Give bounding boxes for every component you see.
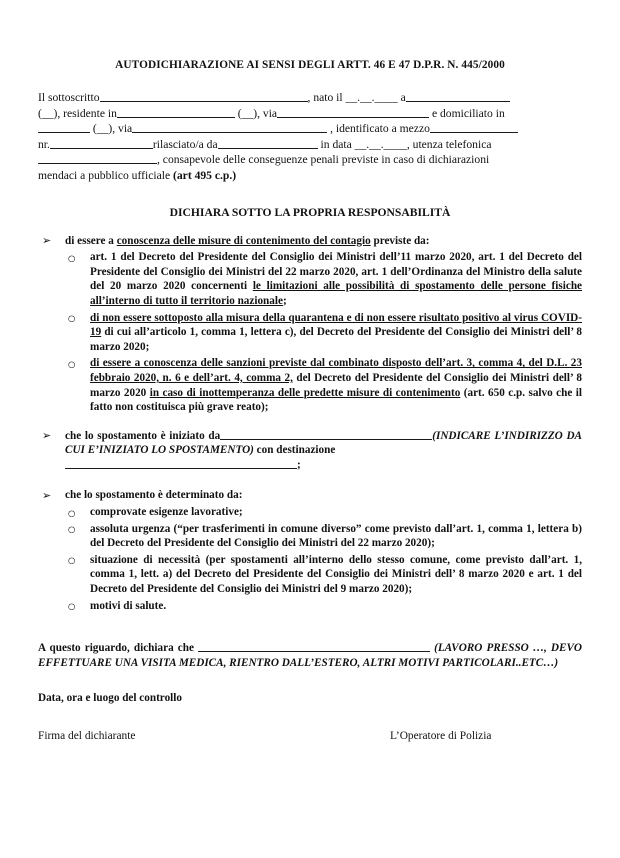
blank-comune-domicilio[interactable]: [38, 123, 90, 134]
item2-semicolon: ;: [297, 458, 301, 471]
signature-row: [38, 730, 582, 742]
sub3-plain-2: del Decreto del Presidente del Consiglio dei Ministri dell’ 8 marzo 2020: [90, 371, 583, 399]
item2-lead: che lo spostamento è iniziato da: [65, 429, 221, 442]
label-provincia-nascita[interactable]: (__), residente in: [38, 106, 117, 120]
label-in-data: in data: [320, 137, 352, 151]
circle-bullet-icon: ○: [68, 601, 76, 612]
item1-sublist: [62, 250, 582, 415]
circle-bullet-icon: ○: [68, 358, 76, 369]
label-rilasciato: rilasciato/a da: [152, 137, 218, 151]
sub-item-decreti: [62, 250, 582, 308]
blank-documento[interactable]: [430, 123, 518, 134]
item3-sublist: [62, 505, 582, 613]
sub-item-quarantena: [62, 311, 582, 355]
blank-residenza[interactable]: [117, 107, 235, 118]
sub-item-label: assoluta urgenza (“per trasferimenti in comune diverso” come previsto dall’art. 1, comma 1, lettera b) del Decreto del Presidente del Consiglio dei Ministri del 22 marzo 2020);: [90, 522, 582, 550]
item1-lead-underlined: conoscenza delle misure di contenimento del contagio: [116, 234, 371, 247]
arrow-bullet-icon: ➢: [42, 488, 52, 502]
sub3-plain-3: (art. 650 c.p. salvo che il fatto non costituisca più grave reato);: [90, 386, 582, 414]
sub1-underlined-1: le limitazioni alle possibilità di spostamento delle persone fisiche all’interno di tutto il territorio nazionale: [90, 280, 583, 307]
signature-label-operatore: L’Operatore di Polizia: [390, 729, 492, 742]
sub-item-label: comprovate esigenze lavorative;: [90, 506, 243, 519]
blank-via-residenza[interactable]: [277, 107, 429, 118]
circle-bullet-icon: ○: [68, 524, 76, 535]
item2-paren-italic: (INDICARE L’INDIRIZZO DA CUI E’INIZIATO LO SPOSTAMENTO): [65, 429, 583, 457]
label-art-495: (art 495 c.p.): [173, 168, 237, 182]
item3-lead: che lo spostamento è determinato da:: [65, 489, 243, 502]
data-ora-luogo-label: Data, ora e luogo del controllo: [38, 691, 182, 704]
blank-indirizzo-partenza[interactable]: [220, 430, 432, 440]
header-fillin-block: [38, 90, 582, 184]
label-utenza: , utenza telefonica: [406, 137, 492, 151]
item1-lead-plain: di essere a: [65, 234, 117, 247]
section-heading-dichiara: DICHIARA SOTTO LA PROPRIA RESPONSABILITÀ: [169, 205, 451, 219]
arrow-bullet-icon: ➢: [42, 429, 52, 443]
sub-item-sanzioni: [62, 356, 582, 414]
label-nr: nr.: [38, 137, 50, 151]
blank-numero-documento[interactable]: [50, 138, 153, 149]
sub-item-label: motivi di salute.: [90, 599, 167, 612]
sub-item-situazione-necessita[interactable]: [62, 553, 582, 597]
label-provincia-residenza[interactable]: (__), via: [237, 106, 278, 120]
item2-tail: con destinazione: [256, 444, 336, 457]
closing-statement: [38, 641, 582, 671]
sub3-underlined-2: in caso di inottemperanza delle predette misure di contenimento: [149, 386, 461, 399]
circle-bullet-icon: ○: [68, 313, 76, 324]
circle-bullet-icon: ○: [68, 252, 76, 263]
closing-paren-italic: (LAVORO PRESSO …, DEVO EFFETTUARE UNA VISITA MEDICA, RIENTRO DALL’ESTERO, ALTRI MOTIVI PARTICOLARI..ETC…): [38, 642, 582, 670]
declaration-item-conoscenza-misure: [38, 234, 582, 249]
label-consapevole: , consapevole delle conseguenze penali previste in caso di dichiarazioni: [157, 153, 490, 167]
blank-indirizzo-destinazione[interactable]: [65, 459, 297, 469]
blank-ente-rilascio[interactable]: [218, 138, 318, 149]
sub1-plain-2: ;: [282, 294, 287, 307]
blank-nome[interactable]: [100, 92, 308, 103]
sub-item-label: situazione di necessità (per spostamenti all’interno dello stesso comune, come previsto dall’art. 1, comma 1, lett. a) del Decreto del Presidente del Consiglio dei Ministri dell’ 8 marzo 2020 e art. 1 del Decreto del Presidente del Consiglio dei Ministri del 9 marzo 2020);: [90, 553, 582, 596]
declaration-item-spostamento-determinato: [38, 488, 582, 503]
sub-item-motivi-salute[interactable]: [62, 599, 582, 614]
sub2-underlined-1: di non essere sottoposto alla misura della quarantena e di non essere risultato positivo al virus COVID-19: [90, 311, 582, 339]
sub-item-assoluta-urgenza[interactable]: [62, 522, 582, 551]
blank-data-rilascio[interactable]: __.__.____: [354, 137, 407, 151]
closing-lead: A questo riguardo, dichiara che: [38, 642, 194, 655]
blank-motivo-spostamento[interactable]: [198, 642, 430, 652]
sub-item-esigenze-lavorative[interactable]: [62, 505, 582, 520]
label-a: a: [400, 91, 406, 104]
label-domiciliato: e domiciliato in: [431, 106, 505, 120]
blank-luogo-nascita[interactable]: [406, 92, 510, 103]
sub1-plain-1: art. 1 del Decreto del Presidente del Consiglio dei Ministri dell’11 marzo 2020, art. 1 del Decreto del Presidente del Consiglio dei Ministri del 22 marzo 2020, art. 1 dell’Ordinanza del Ministro della salute del 20 marzo 2020 concernenti: [90, 251, 582, 293]
blank-telefono[interactable]: [38, 154, 157, 165]
label-sottoscritto: Il sottoscritto: [38, 91, 100, 104]
page-title: AUTODICHIARAZIONE AI SENSI DEGLI ARTT. 46 E 47 D.P.R. N. 445/2000: [115, 59, 505, 71]
sub2-plain-2: di cui all’articolo 1, comma 1, lettera c), del Decreto del Presidente del Consiglio dei Ministri dell’ 8 marzo 2020;: [90, 326, 582, 353]
label-provincia-domicilio[interactable]: (__), via: [92, 122, 133, 136]
item1-lead-tail: previste da:: [370, 234, 430, 247]
signature-label-dichiarante: Firma del dichiarante: [38, 729, 136, 742]
sub3-underlined-1: di essere a conoscenza delle sanzioni previste dal combinato disposto dell’art. 3, comma 4, del D.L. 23 febbraio 2020, n. 6 e dell’art. 4, comma 2,: [90, 357, 582, 384]
arrow-bullet-icon: ➢: [42, 234, 52, 248]
circle-bullet-icon: ○: [68, 555, 76, 566]
label-mendaci: mendaci a pubblico ufficiale: [38, 168, 171, 182]
label-identificato: , identificato a mezzo: [330, 122, 430, 136]
blank-via-domicilio[interactable]: [132, 123, 327, 134]
blank-data-nascita[interactable]: __.__.____: [345, 91, 398, 104]
label-nato-il: , nato il: [307, 91, 343, 104]
declaration-item-spostamento-iniziato: [38, 429, 582, 473]
circle-bullet-icon: ○: [68, 507, 76, 518]
